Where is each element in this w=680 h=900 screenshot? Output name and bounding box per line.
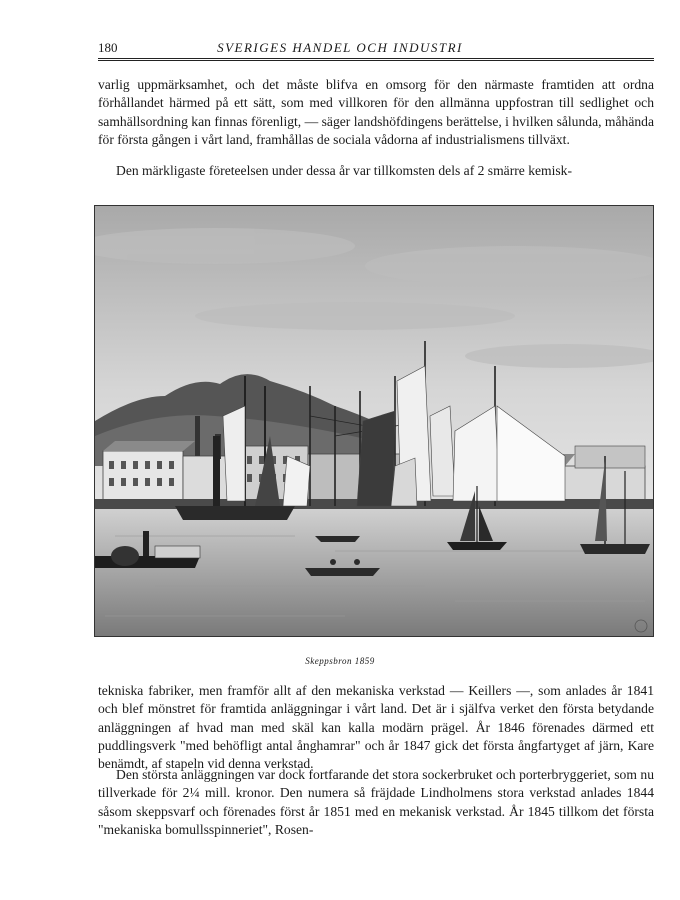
harbour-illustration (94, 205, 654, 637)
header-rule (98, 58, 654, 61)
paragraph-2: Den märkligaste företeelsen under dessa år var tillkomsten dels af 2 smärre kemisk- (116, 163, 572, 178)
paragraph-1: varlig uppmärksamhet, och det måste blifva en omsorg för den närmaste framtiden att ordna förhållandet härmed på ett sätt, som med villkoren för den allmänna uppfostran till sedlighet och samhällsordning kan finnas förenligt, — säger landshöfdingens berättelse, i hvilken sålunda, måhända för första gången i vårt land, framhållas de sociala vådorna af industrialismens tillväxt. (98, 77, 654, 147)
running-title: SVERIGES HANDEL OCH INDUSTRI (217, 40, 463, 55)
paragraph-4: Den största anläggningen var dock fortfarande det stora sockerbruket och porterbryggeriet, som nu tillverkade för 2¼ mill. kronor. Den numera så fräjdade Lindholmens stora verkstad anlades 1844 såsom skeppsvarf och förenades först år 1851 med en mekanisk verkstad. År 1845 tillkom det första "mekaniska bomullsspinneriet", Rosen- (98, 767, 654, 837)
page-number: 180 (98, 40, 118, 55)
paragraph-3: tekniska fabriker, men framför allt af den mekaniska verkstad — Keillers —, som anlades år 1841 och blef mönstret för framtida anläggningar i vårt land. Det är i själfva verket den första betydande anläggningen af hvad man med skäl kan kalla modärn prägel. År 1846 förenades därmed ett puddlingsverk "med behöfligt antal ånghamrar" och år 1847 gick det första ångfartyget af järn, Kare benämdt, af stapeln vid denna verkstad. (98, 683, 654, 772)
figure-caption: Skeppsbron 1859 (305, 656, 375, 666)
